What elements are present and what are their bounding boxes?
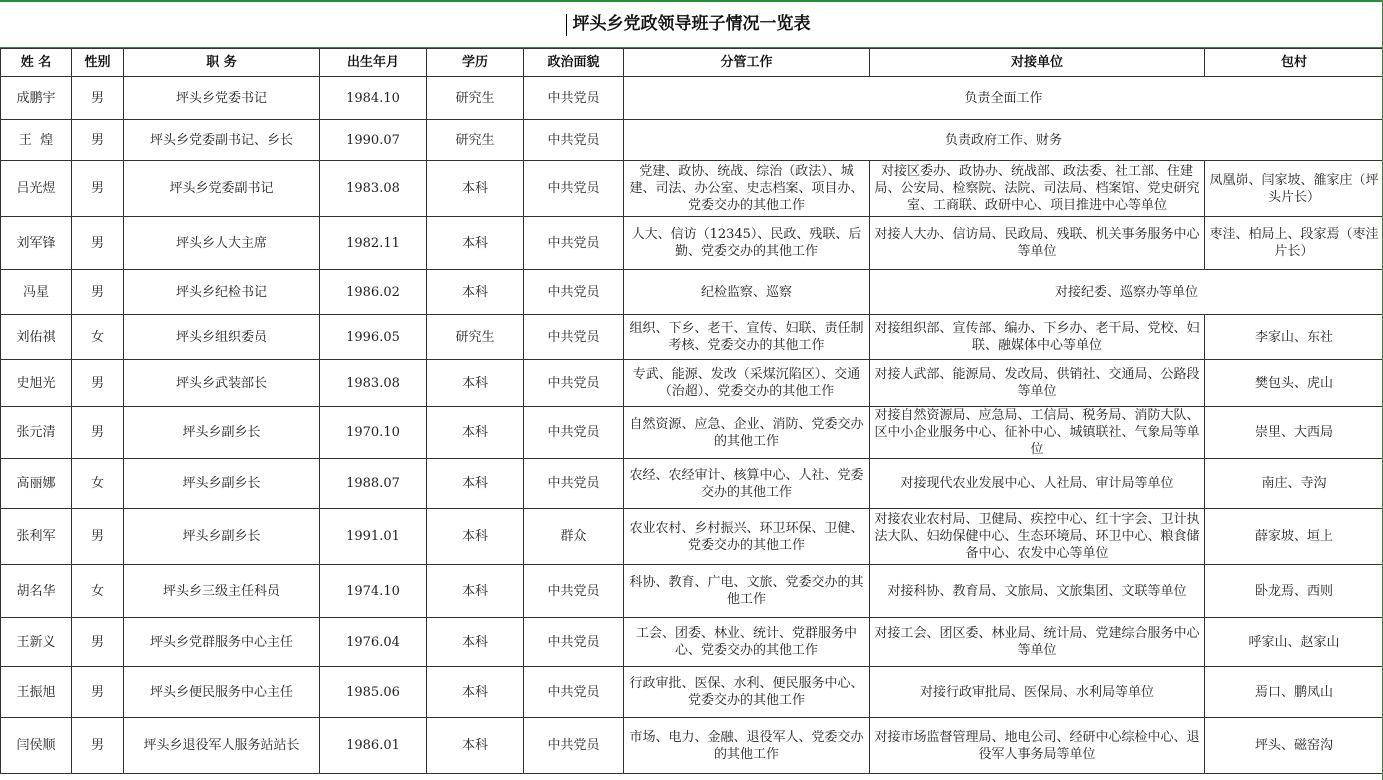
cell-party[interactable]: 中共党员 bbox=[524, 217, 624, 270]
cell-party[interactable]: 中共党员 bbox=[524, 407, 624, 459]
cell-work[interactable]: 专武、能源、发改（采煤沉陷区）、交通（治超）、党委交办的其他工作 bbox=[624, 360, 870, 407]
cell-gender[interactable]: 男 bbox=[72, 217, 124, 270]
cell-work[interactable]: 行政审批、医保、水利、便民服务中心、党委交办的其他工作 bbox=[624, 667, 870, 718]
table-row bbox=[1, 509, 1383, 565]
cell-party[interactable]: 中共党员 bbox=[524, 667, 624, 718]
cell-birth[interactable]: 1991.01 bbox=[320, 509, 427, 565]
cell-name[interactable]: 王 煌 bbox=[1, 120, 72, 161]
table-row bbox=[1, 667, 1383, 718]
cell-education[interactable]: 本科 bbox=[427, 565, 524, 618]
table-row bbox=[1, 315, 1383, 360]
cell-village[interactable]: 凤凰峁、闫家坡、雒家庄（坪头片长） bbox=[1205, 161, 1383, 217]
cell-party[interactable]: 中共党员 bbox=[524, 270, 624, 315]
cell-work[interactable]: 自然资源、应急、企业、消防、党委交办的其他工作 bbox=[624, 407, 870, 459]
cell-position[interactable]: 坪头乡组织委员 bbox=[124, 315, 320, 360]
cell-gender[interactable]: 男 bbox=[72, 161, 124, 217]
table-row bbox=[1, 718, 1383, 774]
table-row bbox=[1, 77, 1383, 120]
header-work[interactable]: 分管工作 bbox=[624, 49, 870, 77]
cell-gender[interactable]: 女 bbox=[72, 459, 124, 509]
cell-merged-duties[interactable]: 负责全面工作 bbox=[624, 77, 1383, 120]
cell-position[interactable]: 坪头乡副乡长 bbox=[124, 509, 320, 565]
cell-birth[interactable]: 1983.08 bbox=[320, 161, 427, 217]
cell-units[interactable]: 对接市场监督管理局、地电公司、经研中心综检中心、退役军人事务局等单位 bbox=[870, 718, 1205, 774]
cell-birth[interactable]: 1986.01 bbox=[320, 718, 427, 774]
cell-gender[interactable]: 女 bbox=[72, 565, 124, 618]
cell-work[interactable]: 科协、教育、广电、文旅、党委交办的其他工作 bbox=[624, 565, 870, 618]
cell-village[interactable]: 焉口、鹏凤山 bbox=[1205, 667, 1383, 718]
cell-birth[interactable]: 1990.07 bbox=[320, 120, 427, 161]
cell-gender[interactable]: 男 bbox=[72, 360, 124, 407]
cell-birth[interactable]: 1974.10 bbox=[320, 565, 427, 618]
cell-birth[interactable]: 1996.05 bbox=[320, 315, 427, 360]
cell-units[interactable]: 对接农业农村局、卫健局、疾控中心、红十字会、卫计执法大队、妇幼保健中心、生态环境局、环卫中心、粮食储备中心、农发中心等单位 bbox=[870, 509, 1205, 565]
cell-education[interactable]: 本科 bbox=[427, 217, 524, 270]
cell-units[interactable]: 对接行政审批局、医保局、水利局等单位 bbox=[870, 667, 1205, 718]
cell-birth[interactable]: 1988.07 bbox=[320, 459, 427, 509]
table-row bbox=[1, 407, 1383, 459]
cell-name[interactable]: 王振旭 bbox=[1, 667, 72, 718]
cell-name[interactable]: 胡名华 bbox=[1, 565, 72, 618]
cell-work[interactable]: 人大、信访（12345）、民政、残联、后勤、党委交办的其他工作 bbox=[624, 217, 870, 270]
text-cursor bbox=[566, 14, 567, 36]
table-row bbox=[1, 270, 1383, 315]
cell-birth[interactable]: 1985.06 bbox=[320, 667, 427, 718]
cell-education[interactable]: 研究生 bbox=[427, 77, 524, 120]
cell-party[interactable]: 中共党员 bbox=[524, 77, 624, 120]
cell-position[interactable]: 坪头乡党群服务中心主任 bbox=[124, 618, 320, 667]
cell-party[interactable]: 中共党员 bbox=[524, 315, 624, 360]
cell-position[interactable]: 坪头乡退役军人服务站站长 bbox=[124, 718, 320, 774]
table-row bbox=[1, 217, 1383, 270]
cell-birth[interactable]: 1984.10 bbox=[320, 77, 427, 120]
cell-gender[interactable]: 男 bbox=[72, 77, 124, 120]
cell-name[interactable]: 吕光煜 bbox=[1, 161, 72, 217]
table-row bbox=[1, 161, 1383, 217]
cell-name[interactable]: 成鹏宇 bbox=[1, 77, 72, 120]
cell-party[interactable]: 中共党员 bbox=[524, 618, 624, 667]
cell-work[interactable]: 工会、团委、林业、统计、党群服务中心、党委交办的其他工作 bbox=[624, 618, 870, 667]
cell-party[interactable]: 中共党员 bbox=[524, 565, 624, 618]
cell-village[interactable]: 李家山、东社 bbox=[1205, 315, 1383, 360]
cell-position[interactable]: 坪头乡便民服务中心主任 bbox=[124, 667, 320, 718]
cell-merged-duties[interactable]: 负责政府工作、财务 bbox=[624, 120, 1383, 161]
title-row bbox=[0, 2, 1383, 48]
cell-position[interactable]: 坪头乡党委副书记、乡长 bbox=[124, 120, 320, 161]
cell-party[interactable]: 中共党员 bbox=[524, 459, 624, 509]
cell-name[interactable]: 冯星 bbox=[1, 270, 72, 315]
header-units[interactable]: 对接单位 bbox=[870, 49, 1205, 77]
cell-party[interactable]: 中共党员 bbox=[524, 718, 624, 774]
cell-village[interactable]: 坪头、磁窑沟 bbox=[1205, 718, 1383, 774]
header-education[interactable]: 学历 bbox=[427, 49, 524, 77]
cell-education[interactable]: 本科 bbox=[427, 161, 524, 217]
header-village[interactable]: 包村 bbox=[1205, 49, 1383, 77]
cell-education[interactable]: 本科 bbox=[427, 618, 524, 667]
cell-gender[interactable]: 男 bbox=[72, 270, 124, 315]
cell-work[interactable]: 市场、电力、金融、退役军人、党委交办的其他工作 bbox=[624, 718, 870, 774]
cell-work[interactable]: 农业农村、乡村振兴、环卫环保、卫健、党委交办的其他工作 bbox=[624, 509, 870, 565]
cell-position[interactable]: 坪头乡党委副书记 bbox=[124, 161, 320, 217]
header-party[interactable]: 政治面貌 bbox=[524, 49, 624, 77]
cell-position[interactable]: 坪头乡副乡长 bbox=[124, 459, 320, 509]
header-name[interactable]: 姓 名 bbox=[1, 49, 72, 77]
cell-education[interactable]: 本科 bbox=[427, 718, 524, 774]
cell-village[interactable]: 枣洼、柏局上、段家焉（枣洼片长） bbox=[1205, 217, 1383, 270]
cell-units[interactable]: 对接人武部、能源局、发改局、供销社、交通局、公路段等单位 bbox=[870, 360, 1205, 407]
cell-name[interactable]: 张利军 bbox=[1, 509, 72, 565]
cell-position[interactable]: 坪头乡人大主席 bbox=[124, 217, 320, 270]
cell-party[interactable]: 中共党员 bbox=[524, 120, 624, 161]
cell-village[interactable]: 南庄、寺沟 bbox=[1205, 459, 1383, 509]
cell-units[interactable]: 对接组织部、宣传部、编办、下乡办、老干局、党校、妇联、融媒体中心等单位 bbox=[870, 315, 1205, 360]
cell-name[interactable]: 张元清 bbox=[1, 407, 72, 459]
cell-position[interactable]: 坪头乡三级主任科员 bbox=[124, 565, 320, 618]
cell-village[interactable]: 卧龙焉、西则 bbox=[1205, 565, 1383, 618]
table-row bbox=[1, 618, 1383, 667]
cell-position[interactable]: 坪头乡副乡长 bbox=[124, 407, 320, 459]
cell-position[interactable]: 坪头乡纪检书记 bbox=[124, 270, 320, 315]
cell-village[interactable]: 崇里、大西局 bbox=[1205, 407, 1383, 459]
cell-gender[interactable]: 男 bbox=[72, 509, 124, 565]
cell-birth[interactable]: 1986.02 bbox=[320, 270, 427, 315]
cell-village[interactable]: 薛家坡、垣上 bbox=[1205, 509, 1383, 565]
cell-education[interactable]: 研究生 bbox=[427, 315, 524, 360]
cell-gender[interactable]: 男 bbox=[72, 407, 124, 459]
cell-party[interactable]: 中共党员 bbox=[524, 360, 624, 407]
cell-name[interactable]: 刘军锋 bbox=[1, 217, 72, 270]
table-row bbox=[1, 565, 1383, 618]
cell-education[interactable]: 本科 bbox=[427, 667, 524, 718]
cell-name[interactable]: 王新义 bbox=[1, 618, 72, 667]
cell-education[interactable]: 本科 bbox=[427, 407, 524, 459]
table-row bbox=[1, 459, 1383, 509]
cell-party[interactable]: 中共党员 bbox=[524, 161, 624, 217]
cell-position[interactable]: 坪头乡党委书记 bbox=[124, 77, 320, 120]
cell-party[interactable]: 群众 bbox=[524, 509, 624, 565]
cell-gender[interactable]: 男 bbox=[72, 667, 124, 718]
cell-birth[interactable]: 1970.10 bbox=[320, 407, 427, 459]
cell-gender[interactable]: 女 bbox=[72, 315, 124, 360]
header-position[interactable]: 职 务 bbox=[124, 49, 320, 77]
cell-units[interactable]: 对接人大办、信访局、民政局、残联、机关事务服务中心等单位 bbox=[870, 217, 1205, 270]
cell-education[interactable]: 本科 bbox=[427, 459, 524, 509]
header-row bbox=[1, 49, 1383, 77]
cell-work[interactable]: 党建、政协、统战、综治（政法）、城建、司法、办公室、史志档案、项目办、党委交办的其他工作 bbox=[624, 161, 870, 217]
page-title[interactable]: 坪头乡党政领导班子情况一览表 bbox=[0, 2, 1383, 47]
cell-name[interactable]: 史旭光 bbox=[1, 360, 72, 407]
cell-units-merged[interactable]: 对接纪委、巡察办等单位 bbox=[870, 270, 1383, 315]
cell-work[interactable]: 农经、农经审计、核算中心、人社、党委交办的其他工作 bbox=[624, 459, 870, 509]
cell-name[interactable]: 闫侯顺 bbox=[1, 718, 72, 774]
cell-units[interactable]: 对接现代农业发展中心、人社局、审计局等单位 bbox=[870, 459, 1205, 509]
header-birth[interactable]: 出生年月 bbox=[320, 49, 427, 77]
table-row bbox=[1, 360, 1383, 407]
cell-education[interactable]: 研究生 bbox=[427, 120, 524, 161]
cell-units[interactable]: 对接工会、团区委、林业局、统计局、党建综合服务中心等单位 bbox=[870, 618, 1205, 667]
cell-village[interactable]: 樊包头、虎山 bbox=[1205, 360, 1383, 407]
cell-name[interactable]: 高丽娜 bbox=[1, 459, 72, 509]
table-row bbox=[1, 120, 1383, 161]
leadership-table bbox=[0, 48, 1383, 774]
cell-birth[interactable]: 1982.11 bbox=[320, 217, 427, 270]
cell-name[interactable]: 刘佑祺 bbox=[1, 315, 72, 360]
cell-gender[interactable]: 男 bbox=[72, 120, 124, 161]
cell-work[interactable]: 组织、下乡、老干、宣传、妇联、责任制考核、党委交办的其他工作 bbox=[624, 315, 870, 360]
cell-units[interactable]: 对接自然资源局、应急局、工信局、税务局、消防大队、区中小企业服务中心、征补中心、城镇联社、气象局等单位 bbox=[870, 407, 1205, 459]
cell-units[interactable]: 对接科协、教育局、文旅局、文旅集团、文联等单位 bbox=[870, 565, 1205, 618]
cell-education[interactable]: 本科 bbox=[427, 509, 524, 565]
cell-position[interactable]: 坪头乡武装部长 bbox=[124, 360, 320, 407]
cell-units[interactable]: 对接区委办、政协办、统战部、政法委、社工部、住建局、公安局、检察院、法院、司法局、档案馆、党史研究室、工商联、政研中心、项目推进中心等单位 bbox=[870, 161, 1205, 217]
cell-gender[interactable]: 男 bbox=[72, 718, 124, 774]
header-gender[interactable]: 性别 bbox=[72, 49, 124, 77]
cell-birth[interactable]: 1983.08 bbox=[320, 360, 427, 407]
cell-education[interactable]: 本科 bbox=[427, 360, 524, 407]
cell-gender[interactable]: 男 bbox=[72, 618, 124, 667]
cell-village[interactable]: 呼家山、赵家山 bbox=[1205, 618, 1383, 667]
cell-education[interactable]: 本科 bbox=[427, 270, 524, 315]
cell-birth[interactable]: 1976.04 bbox=[320, 618, 427, 667]
cell-work[interactable]: 纪检监察、巡察 bbox=[624, 270, 870, 315]
